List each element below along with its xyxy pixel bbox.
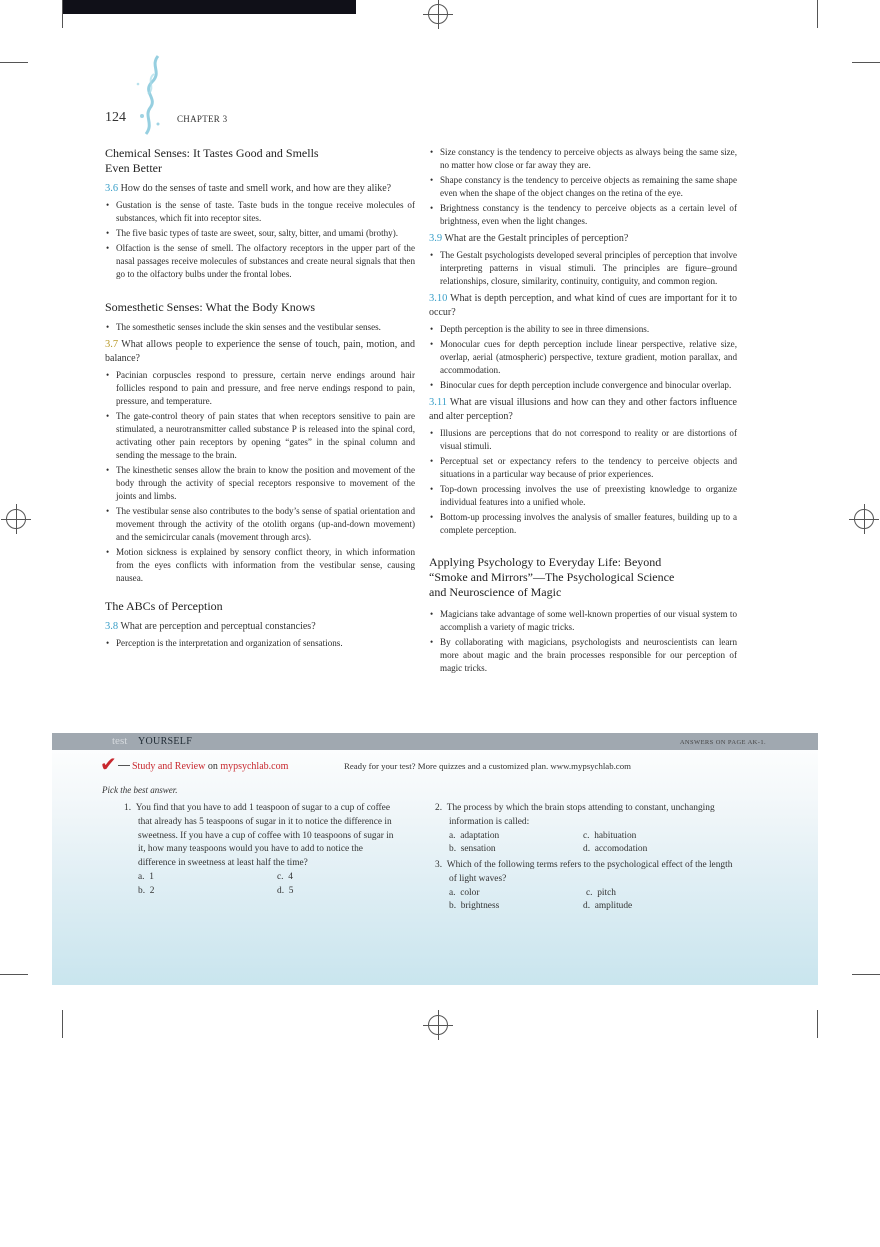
- answer-options: [449, 900, 735, 914]
- list-item: • Perceptual set or expectancy refers to the tendency to perceive objects and situations in a particular way because of prior experiences.: [429, 455, 737, 481]
- learning-objective-3-8: 3.8 What are perception and perceptual constancies?: [105, 621, 316, 632]
- list-item: • Size constancy is the tendency to perceive objects as always being the same size, no matter how close or far away they are.: [429, 146, 737, 172]
- option-a[interactable]: a. 1: [138, 871, 154, 882]
- water-splash-icon: [128, 54, 174, 138]
- option-c[interactable]: c. pitch: [586, 887, 616, 898]
- bullet-list-3-9: [429, 249, 737, 288]
- answer-options: [138, 871, 394, 885]
- crop-mark: [852, 62, 880, 63]
- learning-objective-3-9: 3.9 What are the Gestalt principles of perception?: [429, 233, 629, 244]
- option-b[interactable]: b. 2: [138, 885, 155, 896]
- answer-options: [449, 887, 735, 901]
- pick-best-answer: Pick the best answer.: [102, 785, 178, 795]
- option-b[interactable]: b. sensation: [449, 844, 496, 855]
- list-item: • Top-down processing involves the use of preexisting knowledge to organize individual features into a unified whole.: [429, 483, 737, 509]
- list-item: • Shape constancy is the tendency to perceive objects as remaining the same shape even when the shape of the object changes on the retina of the eye.: [429, 174, 737, 200]
- list-item: • Gustation is the sense of taste. Taste buds in the tongue receive molecules of substances, which fit into receptor sites.: [105, 199, 415, 225]
- answer-options: [449, 830, 735, 844]
- crop-mark: [817, 0, 818, 28]
- chapter-label: CHAPTER 3: [177, 114, 228, 124]
- learning-objective-3-10: 3.10 What is depth perception, and what kind of cues are important for it to occur?: [429, 293, 737, 318]
- list-item: • By collaborating with magicians, psychologists and neuroscientists can learn more about magic and the brain processes responsible for our perception of magic tricks.: [429, 636, 737, 675]
- list-item: • The Gestalt psychologists developed several principles of perception that involve interpreting patterns in visual stimuli. The principles are figure–ground relationships, closure, similarity, continuity, contiguity, and common region.: [429, 249, 737, 288]
- option-d[interactable]: d. accomodation: [583, 844, 648, 855]
- yourself-label: YOURSELF: [138, 736, 193, 747]
- top-black-bar: [62, 0, 356, 14]
- crop-mark: [62, 1010, 63, 1038]
- list-item: • Perception is the interpretation and organization of sensations.: [105, 637, 415, 650]
- bullet-list-3-11: [429, 427, 737, 537]
- learning-objective-3-11: 3.11 What are visual illusions and how can they and other factors influence and alter perception?: [429, 397, 737, 422]
- crop-mark: [817, 1010, 818, 1038]
- bullet-list-3-6: [105, 199, 415, 281]
- option-b[interactable]: b. brightness: [449, 901, 500, 912]
- test-yourself-header: [52, 733, 818, 750]
- left-column: [105, 146, 415, 652]
- crop-mark: [0, 974, 28, 975]
- list-item: • The somesthetic senses include the skin senses and the vestibular senses.: [105, 321, 415, 334]
- answers-reference: ANSWERS ON PAGE AK-1.: [679, 739, 766, 746]
- registration-mark-icon: [428, 4, 448, 24]
- list-item: • Monocular cues for depth perception include linear perspective, relative size, overlap, aerial (atmospheric) perspective, texture gradient, motion parallax, and accommodation.: [429, 338, 737, 377]
- option-d[interactable]: d. amplitude: [583, 901, 633, 912]
- list-item: • Magicians take advantage of some well-known properties of our visual system to accomplish a variety of magic tricks.: [429, 608, 737, 634]
- section-title-applying-psychology: Applying Psychology to Everyday Life: Beyond “Smoke and Mirrors”—The Psychological Science and Neuroscience of Magic: [429, 555, 675, 599]
- option-d[interactable]: d. 5: [277, 885, 294, 896]
- section-title-abcs-of-perception: The ABCs of Perception: [105, 599, 223, 613]
- list-item: • Pacinian corpuscles respond to pressure, certain nerve endings around hair follicles respond to pain and pressure, and free nerve endings respond to pain, pressure, and temperature.: [105, 369, 415, 408]
- checkmark-icon: ✔: [100, 754, 117, 776]
- bullet-list-magic: [429, 608, 737, 675]
- bullet-list-3-10: [429, 323, 737, 392]
- list-item: • Olfaction is the sense of smell. The olfactory receptors in the upper part of the nasal passages receive molecules of substances and create neural signals that then go to the olfactory bulbs under the frontal lobes.: [105, 242, 415, 281]
- test-label: test: [112, 735, 128, 747]
- mypsychlab-link[interactable]: mypsychlab.com: [220, 761, 289, 772]
- bullet-list-3-8: [105, 637, 415, 650]
- crop-mark: [852, 974, 880, 975]
- answer-options: [138, 885, 394, 899]
- list-item: • The gate-control theory of pain states that when receptors sensitive to pain are stimulated, a neurotransmitter called substance P is released into the spinal cord, activating other pain receptors by opening “gates” in the spinal column and sending the message to the brain.: [105, 410, 415, 462]
- registration-mark-icon: [6, 509, 26, 529]
- registration-mark-icon: [428, 1015, 448, 1035]
- divider: [118, 765, 130, 766]
- list-item: • Illusions are perceptions that do not correspond to reality or are distortions of visual stimuli.: [429, 427, 737, 453]
- quiz-question-1: [124, 802, 394, 899]
- question-stem: 1. You find that you have to add 1 teaspoon of sugar to a cup of coffee that already has 5 teaspoons of sugar in it to notice the difference in sweetness. If you have a cup of coffee with 10 teaspoons of sugar in it, how many teaspoons would you have to add to notice the difference in sweetness at least half the time?: [124, 803, 394, 869]
- list-item: • Binocular cues for depth perception include convergence and binocular overlap.: [429, 379, 737, 392]
- list-item: • Brightness constancy is the tendency to perceive objects as a certain level of brightness, even when the light changes.: [429, 202, 737, 228]
- list-item: • The vestibular sense also contributes to the body’s sense of spatial orientation and movement through the activity of the otolith organs (up-and-down movement) and the semicircular canals (movement through arcs).: [105, 505, 415, 544]
- section-title-chemical-senses: Chemical Senses: It Tastes Good and Smells Even Better: [105, 146, 319, 175]
- bullet-list-3-7: [105, 369, 415, 585]
- test-yourself-panel: [52, 733, 818, 985]
- quiz-question-2: [435, 802, 735, 857]
- option-c[interactable]: c. 4: [277, 871, 293, 882]
- list-item: • The kinesthetic senses allow the brain to know the position and movement of the body through the activity of special receptors responsive to movement of the joints and limbs.: [105, 464, 415, 503]
- bullet-list-constancies: [429, 146, 737, 228]
- quiz-question-3: [435, 859, 735, 914]
- page-number: 124: [105, 110, 126, 125]
- list-item: • Bottom-up processing involves the analysis of smaller features, building up to a complete perception.: [429, 511, 737, 537]
- ready-for-test-text: Ready for your test? More quizzes and a customized plan. www.mypsychlab.com: [344, 761, 631, 771]
- list-item: • The five basic types of taste are sweet, sour, salty, bitter, and umami (brothy).: [105, 227, 415, 240]
- question-stem: 3. Which of the following terms refers to the psychological effect of the length of light waves?: [435, 860, 733, 884]
- study-and-review-link[interactable]: [132, 761, 288, 772]
- study-review-text[interactable]: Study and Review: [132, 761, 206, 772]
- bullet-list-somesthetic: [105, 321, 415, 334]
- learning-objective-3-7: 3.7 What allows people to experience the sense of touch, pain, motion, and balance?: [105, 339, 415, 364]
- right-column: [429, 146, 737, 677]
- question-stem: 2. The process by which the brain stops attending to constant, unchanging information is called:: [435, 803, 715, 827]
- option-c[interactable]: c. habituation: [583, 830, 637, 841]
- section-title-somesthetic-senses: Somesthetic Senses: What the Body Knows: [105, 300, 316, 314]
- list-item: • Depth perception is the ability to see in three dimensions.: [429, 323, 737, 336]
- answer-options: [449, 843, 735, 857]
- learning-objective-3-6: 3.6 How do the senses of taste and smell work, and how are they alike?: [105, 183, 392, 194]
- option-a[interactable]: a. color: [449, 887, 480, 898]
- registration-mark-icon: [854, 509, 874, 529]
- option-a[interactable]: a. adaptation: [449, 830, 500, 841]
- list-item: • Motion sickness is explained by sensory conflict theory, in which information from the eyes conflicts with information from the vestibular sense, causing nausea.: [105, 546, 415, 585]
- study-on-text: on: [207, 761, 218, 772]
- crop-mark: [0, 62, 28, 63]
- crop-mark: [62, 0, 63, 28]
